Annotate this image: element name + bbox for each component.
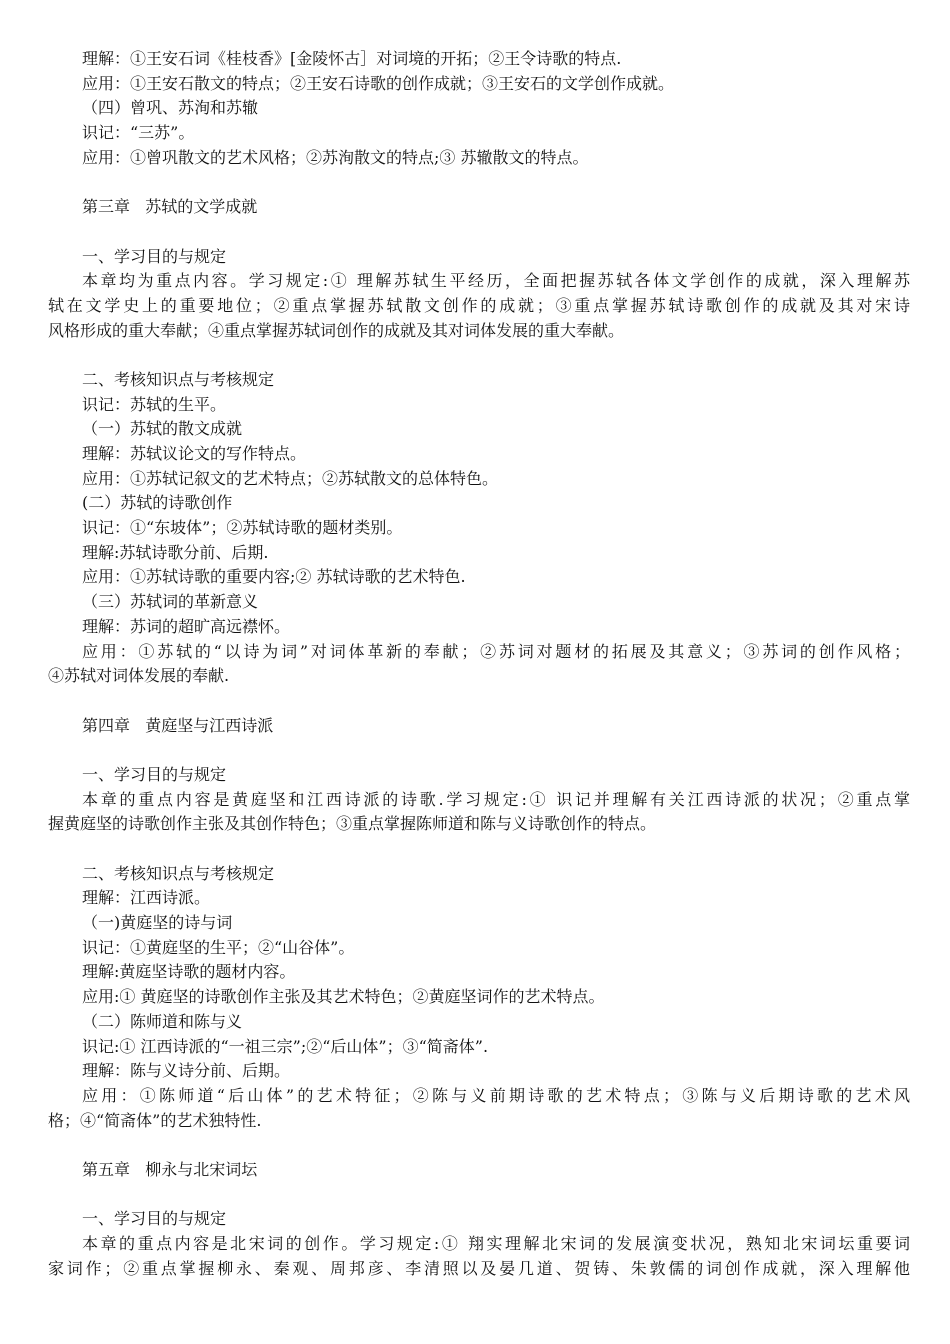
text-line: 识记：“三苏”。 — [82, 123, 195, 143]
text-line: 风格形成的重大奉献；④重点掌握苏轼词创作的成就及其对词体发展的重大奉献。 — [48, 320, 625, 340]
text-line: 一、学习目的与规定 — [82, 1209, 227, 1229]
text-line: 一、学习目的与规定 — [82, 246, 227, 266]
text-line: 握黄庭坚的诗歌创作主张及其创作特色；③重点掌握陈师道和陈与义诗歌创作的特点。 — [48, 814, 657, 834]
blank-line — [48, 1133, 910, 1158]
text-line: 理解：江西诗派。 — [82, 888, 211, 908]
text-line: 轼在文学史上的重要地位；②重点掌握苏轼散文创作的成就；③重点掌握苏轼诗歌创作的成就及其对宋诗 — [48, 295, 910, 315]
blank-line — [48, 689, 910, 714]
text-line: 格；④“简斋体”的艺术独特性. — [48, 1110, 262, 1130]
text-line: （三）苏轼词的革新意义 — [82, 592, 259, 612]
text-line: (二）苏轼的诗歌创作 — [82, 493, 233, 513]
text-line: ④苏轼对词体发展的奉献. — [48, 666, 230, 686]
text-line: 理解：①王安石词《桂枝香》[金陵怀古］对词境的开拓；②王令诗歌的特点. — [82, 49, 622, 68]
blank-line — [48, 738, 910, 763]
text-line: 第三章 苏轼的文学成就 — [82, 197, 258, 217]
text-line: 应用：①苏轼的“以诗为词”对词体革新的奉献；②苏词对题材的拓展及其意义；③苏词的创作风格； — [82, 641, 910, 661]
text-line: 理解：苏词的超旷高远襟怀。 — [82, 616, 291, 636]
text-line: 识记：苏轼的生平。 — [82, 394, 227, 414]
text-line: 应用:① 黄庭坚的诗歌创作主张及其艺术特色；②黄庭坚词作的艺术特点。 — [82, 987, 605, 1007]
blank-line — [48, 170, 910, 195]
text-line: （一）苏轼的散文成就 — [82, 419, 243, 439]
text-line: （四）曾巩、苏洵和苏辙 — [82, 98, 259, 118]
text-line: （二）陈师道和陈与义 — [82, 1011, 243, 1031]
text-line: 理解:黄庭坚诗歌的题材内容。 — [82, 962, 296, 982]
text-line: 本章均为重点内容。学习规定:① 理解苏轼生平经历，全面把握苏轼各体文学创作的成就，深入理解苏 — [82, 271, 910, 291]
text-line: 理解：苏轼议论文的写作特点。 — [82, 444, 307, 463]
text-line: 一、学习目的与规定 — [82, 764, 227, 784]
blank-line — [48, 837, 910, 862]
text-line: 理解:苏轼诗歌分前、后期. — [82, 542, 269, 562]
text-line: 本章的重点内容是北宋词的创作。学习规定:① 翔实理解北宋词的发展演变状况，熟知北宋词坛重要词 — [82, 1234, 910, 1253]
text-line: 二、考核知识点与考核规定 — [82, 863, 275, 883]
text-line: 识记：①黄庭坚的生平；②“山谷体”。 — [82, 937, 355, 957]
text-line: 识记：①“东坡体”；②苏轼诗歌的题材类别。 — [82, 518, 403, 538]
text-line: 应用：①苏轼记叙文的艺术特点；②苏轼散文的总体特色。 — [82, 468, 499, 488]
text-line: （一)黄庭坚的诗与词 — [82, 913, 233, 933]
text-line: 应用：①陈师道“后山体”的艺术特征；②陈与义前期诗歌的艺术特点；③陈与义后期诗歌的艺术风 — [82, 1085, 910, 1105]
text-line: 本章的重点内容是黄庭坚和江西诗派的诗歌.学习规定:① 识记并理解有关江西诗派的状况；②重点掌 — [82, 789, 910, 809]
text-line: 家词作；②重点掌握柳永、秦观、周邦彦、李清照以及晏几道、贺铸、朱敦儒的词创作成就，深入理解他 — [48, 1258, 910, 1278]
text-line: 第四章 黄庭坚与江西诗派 — [82, 715, 274, 735]
text-line: 第五章 柳永与北宋词坛 — [82, 1159, 258, 1179]
blank-line — [48, 1183, 910, 1208]
text-line: 识记:① 江西诗派的“一祖三宗”;②“后山体”；③“简斋体”. — [82, 1036, 489, 1056]
blank-line — [48, 343, 910, 368]
text-line: 二、考核知识点与考核规定 — [82, 369, 275, 389]
document-page — [48, 47, 910, 1281]
text-line: 应用：①曾巩散文的艺术风格；②苏洵散文的特点;③ 苏辙散文的特点。 — [82, 147, 589, 167]
text-line: 应用：①苏轼诗歌的重要内容;② 苏轼诗歌的艺术特色. — [82, 567, 466, 587]
text-line: 理解：陈与义诗分前、后期。 — [82, 1061, 291, 1081]
text-line: 应用：①王安石散文的特点；②王安石诗歌的创作成就；③王安石的文学创作成就。 — [82, 73, 675, 93]
blank-line — [48, 220, 910, 245]
